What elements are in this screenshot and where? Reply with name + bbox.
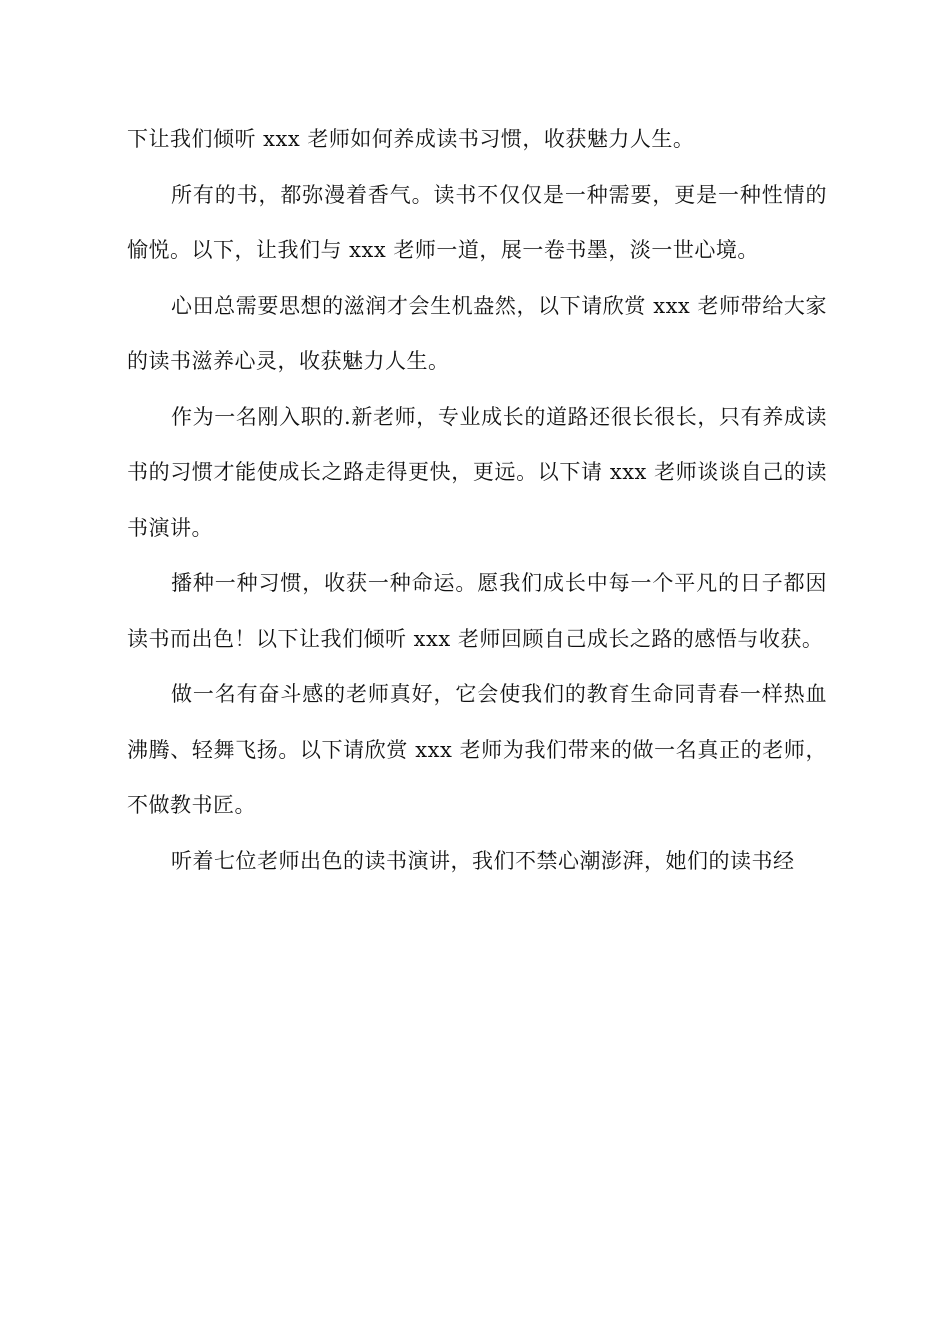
paragraph: 做一名有奋斗感的老师真好，它会使我们的教育生命同青春一样热血沸腾、轻舞飞扬。以下请欣赏 xxx 老师为我们带来的做一名真正的老师，不做教书匠。 — [127, 682, 827, 817]
paragraph: 所有的书，都弥漫着香气。读书不仅仅是一种需要，更是一种性情的愉悦。以下，让我们与 xxx 老师一道，展一卷书墨，淡一世心境。 — [127, 182, 827, 262]
paragraph: 作为一名刚入职的.新老师，专业成长的道路还很长很长，只有养成读书的习惯才能使成长之路走得更快，更远。以下请 xxx 老师谈谈自己的读书演讲。 — [127, 404, 827, 540]
paragraph: 听着七位老师出色的读书演讲，我们不禁心潮澎湃，她们的读书经 — [171, 848, 795, 873]
paragraph: 播种一种习惯，收获一种命运。愿我们成长中每一个平凡的日子都因读书而出色！以下让我们倾听 xxx 老师回顾自己成长之路的感悟与收获。 — [127, 571, 827, 651]
paragraph: 心田总需要思想的滋润才会生机盎然，以下请欣赏 xxx 老师带给大家的读书滋养心灵，收获魅力人生。 — [127, 293, 827, 373]
document-body — [127, 112, 827, 889]
paragraph: 下让我们倾听 xxx 老师如何养成读书习惯，收获魅力人生。 — [127, 127, 695, 151]
